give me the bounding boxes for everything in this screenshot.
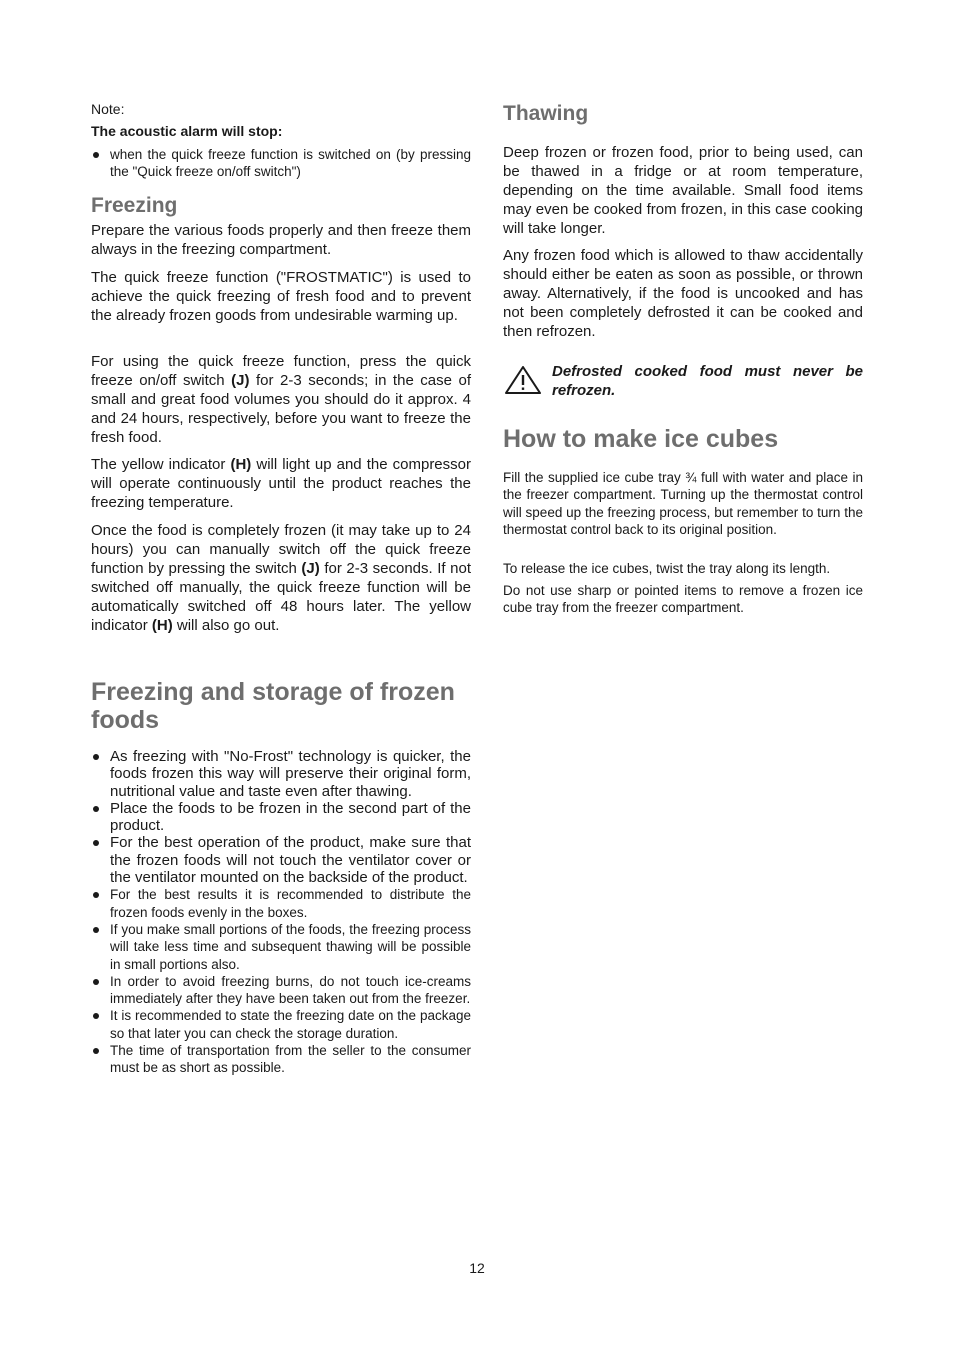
- freezing-paragraph: The yellow indicator (H) will light up and the compressor will operate continuously until the product reaches the freezing temperature.: [91, 456, 471, 511]
- warning-text: Defrosted cooked food must never be refrozen.: [552, 363, 863, 399]
- list-item: Place the foods to be frozen in the second part of the product.: [91, 800, 471, 835]
- thawing-paragraph: Any frozen food which is allowed to thaw accidentally should either be eaten as soon as possible, or thrown away. Alternatively, if the food is uncooked and has not been completely defrosted it can be cooked and then refrozen.: [503, 247, 863, 340]
- thawing-heading: Thawing: [503, 102, 589, 125]
- warning-triangle-icon: [504, 365, 542, 395]
- ice-cubes-heading: How to make ice cubes: [503, 425, 779, 453]
- freezing-paragraph: Prepare the various foods properly and then freeze them always in the freezing compartment.: [91, 222, 471, 258]
- list-item: It is recommended to state the freezing date on the package so that later you can check the storage duration.: [91, 1007, 471, 1042]
- ice-paragraph: To release the ice cubes, twist the tray along its length.: [503, 561, 831, 576]
- note-list: [91, 146, 471, 181]
- bullet-icon: [93, 1048, 99, 1054]
- bullet-icon: [93, 152, 99, 158]
- storage-list: [91, 748, 471, 1077]
- freezing-paragraph: The quick freeze function ("FROSTMATIC") is used to achieve the quick freezing of fresh food and to prevent the already frozen goods from undesirable warming up.: [91, 269, 471, 324]
- bullet-icon: [93, 806, 99, 812]
- list-item: when the quick freeze function is switched on (by pressing the "Quick freeze on/off switch"): [91, 146, 471, 181]
- freezing-paragraph: For using the quick freeze function, press the quick freeze on/off switch (J) for 2-3 seconds; in the case of small and great food volumes you should do it approx. 4 and 24 hours, respectively, before you want to freeze the fresh food.: [91, 353, 471, 446]
- warning-note: [503, 362, 863, 400]
- ice-paragraph: Fill the supplied ice cube tray ¾ full with water and place in the freezer compartment. Turning up the thermostat control will speed up the freezing process, but remember to turn the thermostat control back to its original position.: [503, 470, 863, 537]
- storage-heading: Freezing and storage of frozen foods: [91, 678, 455, 734]
- bullet-icon: [93, 979, 99, 985]
- bullet-icon: [93, 754, 99, 760]
- list-item: The time of transportation from the seller to the consumer must be as short as possible.: [91, 1042, 471, 1077]
- freezing-heading: Freezing: [91, 194, 178, 217]
- bullet-icon: [93, 1013, 99, 1019]
- bullet-icon: [93, 927, 99, 933]
- left-column: [91, 0, 471, 1351]
- thawing-paragraph: Deep frozen or frozen food, prior to being used, can be thawed in a fridge or at room temperature, depending on the time available. Small food items may even be cooked from frozen, in this case cooking will take longer.: [503, 144, 863, 237]
- freezing-paragraph: Once the food is completely frozen (it may take up to 24 hours) you can manually switch off the quick freeze function by pressing the switch (J) for 2-3 seconds. If not switched off manually, the quick freeze function will be automatically switched off 48 hours later. The yellow indicator (H) will also go out.: [91, 522, 471, 634]
- ice-paragraph: Do not use sharp or pointed items to remove a frozen ice cube tray from the freezer compartment.: [503, 583, 863, 616]
- note-label: Note:: [91, 101, 125, 117]
- right-column: [503, 0, 863, 1351]
- list-item: If you make small portions of the foods, the freezing process will take less time and subsequent thawing will be possible in small portions also.: [91, 921, 471, 973]
- page-number: 12: [469, 1260, 485, 1276]
- list-item: In order to avoid freezing burns, do not touch ice-creams immediately after they have been taken out from the freezer.: [91, 973, 471, 1008]
- list-item: As freezing with "No-Frost" technology is quicker, the foods frozen this way will preserve their original form, nutritional value and taste even after thawing.: [91, 748, 471, 800]
- list-item: For the best operation of the product, make sure that the frozen foods will not touch the ventilator cover or the ventilator mounted on the backside of the product.: [91, 834, 471, 886]
- list-item: For the best results it is recommended to distribute the frozen foods evenly in the boxes.: [91, 886, 471, 921]
- bullet-icon: [93, 892, 99, 898]
- bullet-icon: [93, 840, 99, 846]
- note-title: The acoustic alarm will stop:: [91, 123, 283, 139]
